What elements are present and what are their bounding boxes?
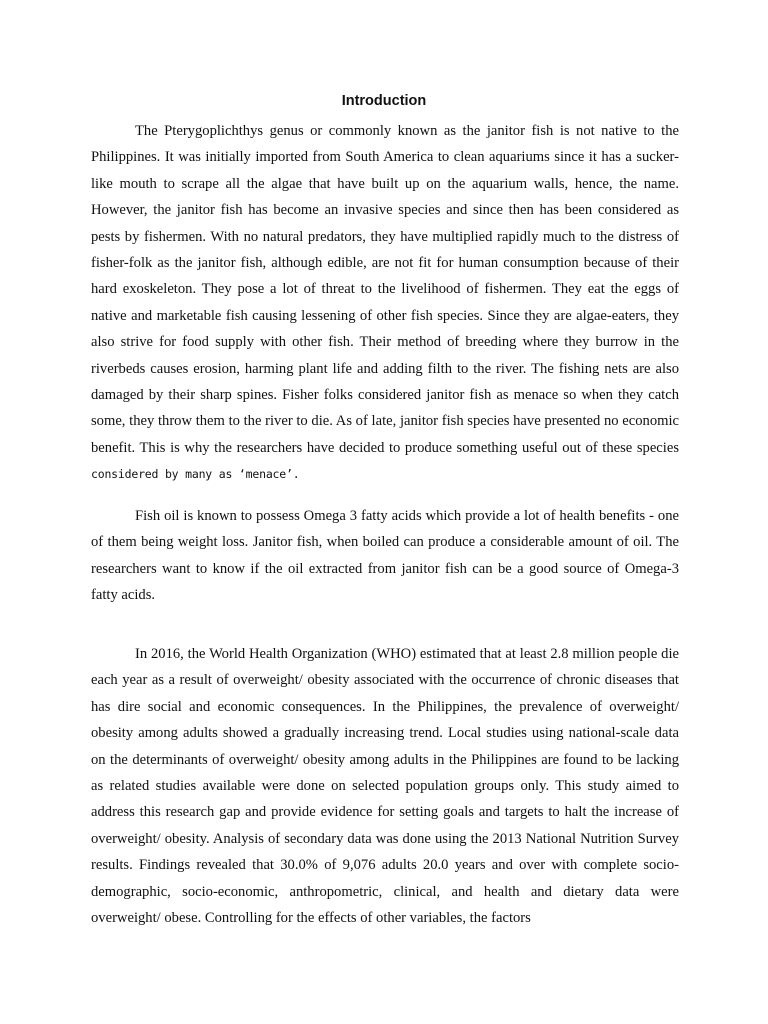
paragraph-obesity: In 2016, the World Health Organization (WHO) estimated that at least 2.8 million people die each year as a result of overweight/ obesity associated with the occurrence of chronic diseases that has dire social and economic consequences. In the Philippines, the prevalence of overweight/ obesity among adults showed a gradually increasing trend. Local studies using national-scale data on the determinants of overweight/ obesity among adults in the Philippines are found to be lacking as related studies available were done on selected population groups only. This study aimed to address this research gap and provide evidence for setting goals and targets to halt the increase of overweight/ obesity. Analysis of secondary data was done using the 2013 National Nutrition Survey results. Findings revealed that 30.0% of 9,076 adults 20.0 years and over with complete socio-demographic, socio-economic, anthropometric, clinical, and health and dietary data were overweight/ obese. Controlling for the effects of other variables, the factors: [91, 646, 679, 927]
paragraph-fish-oil: Fish oil is known to possess Omega 3 fatty acids which provide a lot of health benefits - one of them being weight loss. Janitor fish, when boiled can produce a considerable amount of oil. The researchers want to know if the oil extracted from janitor fish can be a good source of Omega-3 fatty acids.: [91, 508, 679, 604]
page-title: Introduction: [341, 93, 427, 109]
paragraph-janitor-fish-tail: considered by many as ‘menace’.: [91, 467, 300, 482]
paragraph-janitor-fish-text: The Pterygoplichthys genus or commonly known as the janitor fish is not native to the Philippines. It was initially imported from South America to clean aquariums since it has a sucker-like mouth to scrape all the algae that have built up on the aquarium walls, hence, the name. However, the janitor fish has become an invasive species and since then has been considered as pests by fishermen. With no natural predators, they have multiplied rapidly much to the distress of fisher-folk as the janitor fish, although edible, are not fit for human consumption because of their hard exoskeleton. They pose a lot of threat to the livelihood of fishermen. They eat the eggs of native and marketable fish causing lessening of other fish species. Since they are algae-eaters, they also strive for food supply with other fish. Their method of breeding where they burrow in the riverbeds causes erosion, harming plant life and adding filth to the river. The fishing nets are also damaged by their sharp spines. Fisher folks considered janitor fish as menace so when they catch some, they throw them to the river to die. As of late, janitor fish species have presented no economic benefit. This is why the researchers have decided to produce something useful out of these species: [91, 123, 679, 456]
paragraph-janitor-fish: [91, 118, 679, 488]
